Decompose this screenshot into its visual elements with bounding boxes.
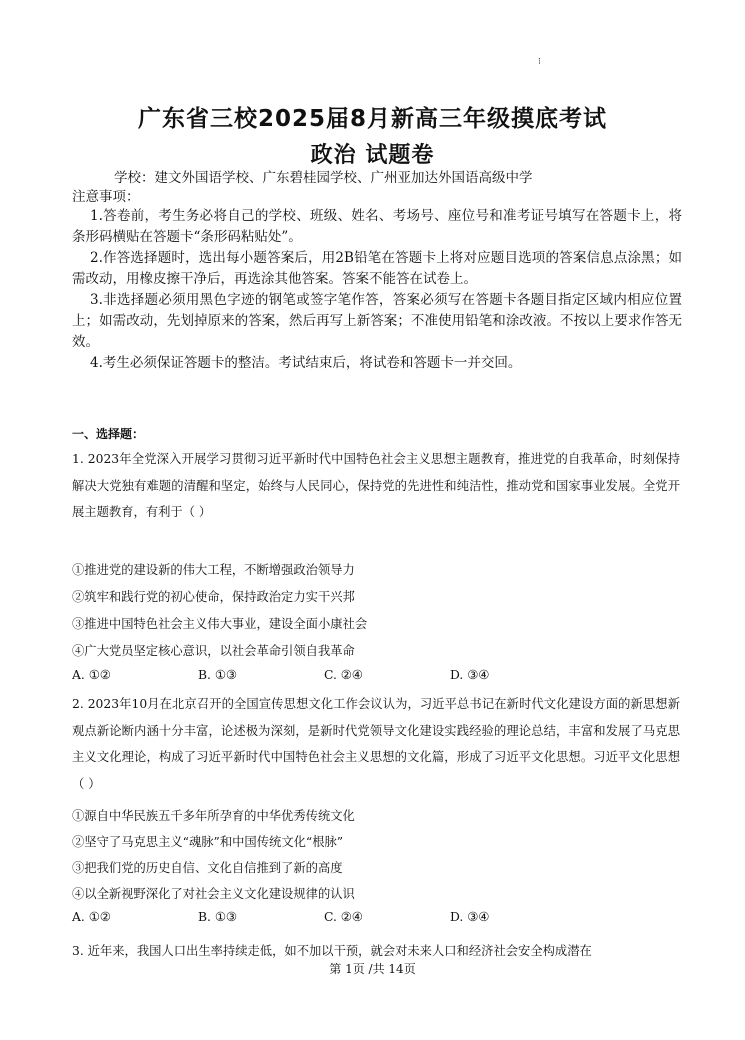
question-stem: 1. 2023年全党深入开展学习贯彻习近平新时代中国特色社会主义思想主题教育，推进党的自我革命，时刻保持解决大党独有难题的清醒和坚定，始终与人民同心，保持党的先进性和纯洁性，推动党和国家事业发展。全党开展主题教育，有利于（ ）	[72, 452, 680, 519]
question-stem: 3. 近年来，我国人口出生率持续走低，如不加以干预，就会对未来人口和经济社会安全构成潜在	[72, 944, 592, 958]
notice-item: 1.答卷前，考生务必将自己的学校、班级、姓名、考场号、座位号和准考证号填写在答题卡上，将条形码横贴在答题卡“条形码粘贴处”。	[72, 208, 682, 245]
question-item: ③推进中国特色社会主义伟大事业，建设全面小康社会	[72, 617, 368, 631]
question-item: ①推进党的建设新的伟大工程，不断增强政治领导力	[72, 563, 355, 577]
option: D. ③④	[450, 668, 490, 682]
question-item: ①源自中华民族五千多年所孕育的中华优秀传统文化	[72, 809, 355, 823]
notice-item: 3.非选择题必须用黑色字迹的钢笔或签字笔作答，答案必须写在答题卡各题目指定区域内相应位置上；如需改动，先划掉原来的答案，然后再写上新答案；不准使用铅笔和涂改液。不按以上要求作答无效。	[72, 292, 682, 350]
question-item: ②筑牢和践行党的初心使命，保持政治定力实干兴邦	[72, 590, 355, 604]
page-footer: 第 1页 /共 14页	[329, 962, 416, 976]
question-item: ③把我们党的历史自信、文化自信推到了新的高度	[72, 861, 343, 875]
option: C. ②④	[324, 910, 363, 924]
exam-subtitle: 政治 试题卷	[310, 143, 435, 168]
answer-options	[72, 910, 672, 924]
option: D. ③④	[450, 910, 490, 924]
answer-options	[72, 668, 672, 682]
question-stem: 2. 2023年10月在北京召开的全国宣传思想文化工作会议认为，习近平总书记在新时代文化建设方面的新思想新观点新论断内涵十分丰富，论述极为深刻，是新时代党领导文化建设实践经验的理论总结，丰富和发展了马克思主义文化理论，构成了习近平新时代中国特色社会主义思想的文化篇，形成了习近平文化思想。习近平文化思想（ ）	[72, 697, 680, 791]
question-item: ④广大党员坚定核心意识，以社会革命引领自我革命	[72, 644, 355, 658]
notice-item: 4.考生必须保证答题卡的整洁。考试结束后，将试卷和答题卡一并交回。	[90, 355, 522, 371]
notice-item: 2.作答选择题时，选出每小题答案后，用2B铅笔在答题卡上将对应题目选项的答案信息点涂黑；如需改动，用橡皮擦干净后，再选涂其他答案。答案不能答在试卷上。	[72, 250, 682, 287]
option: C. ②④	[324, 668, 363, 682]
question-item: ④以全新视野深化了对社会主义文化建设规律的认识	[72, 887, 355, 901]
option: A. ①②	[72, 910, 111, 924]
option: B. ①③	[198, 910, 237, 924]
exam-title: 广东省三校2025届8月新高三年级摸底考试	[137, 106, 608, 132]
notice-heading: 注意事项：	[72, 189, 140, 205]
option: A. ①②	[72, 668, 111, 682]
question-item: ②坚守了马克思主义“魂脉”和中国传统文化“根脉”	[72, 835, 344, 849]
section-heading: 一、选择题：	[72, 427, 145, 441]
corner-mark: ⁝	[538, 57, 541, 67]
school-line: 学校：建文外国语学校、广东碧桂园学校、广州亚加达外国语高级中学	[114, 170, 533, 186]
option: B. ①③	[198, 668, 237, 682]
